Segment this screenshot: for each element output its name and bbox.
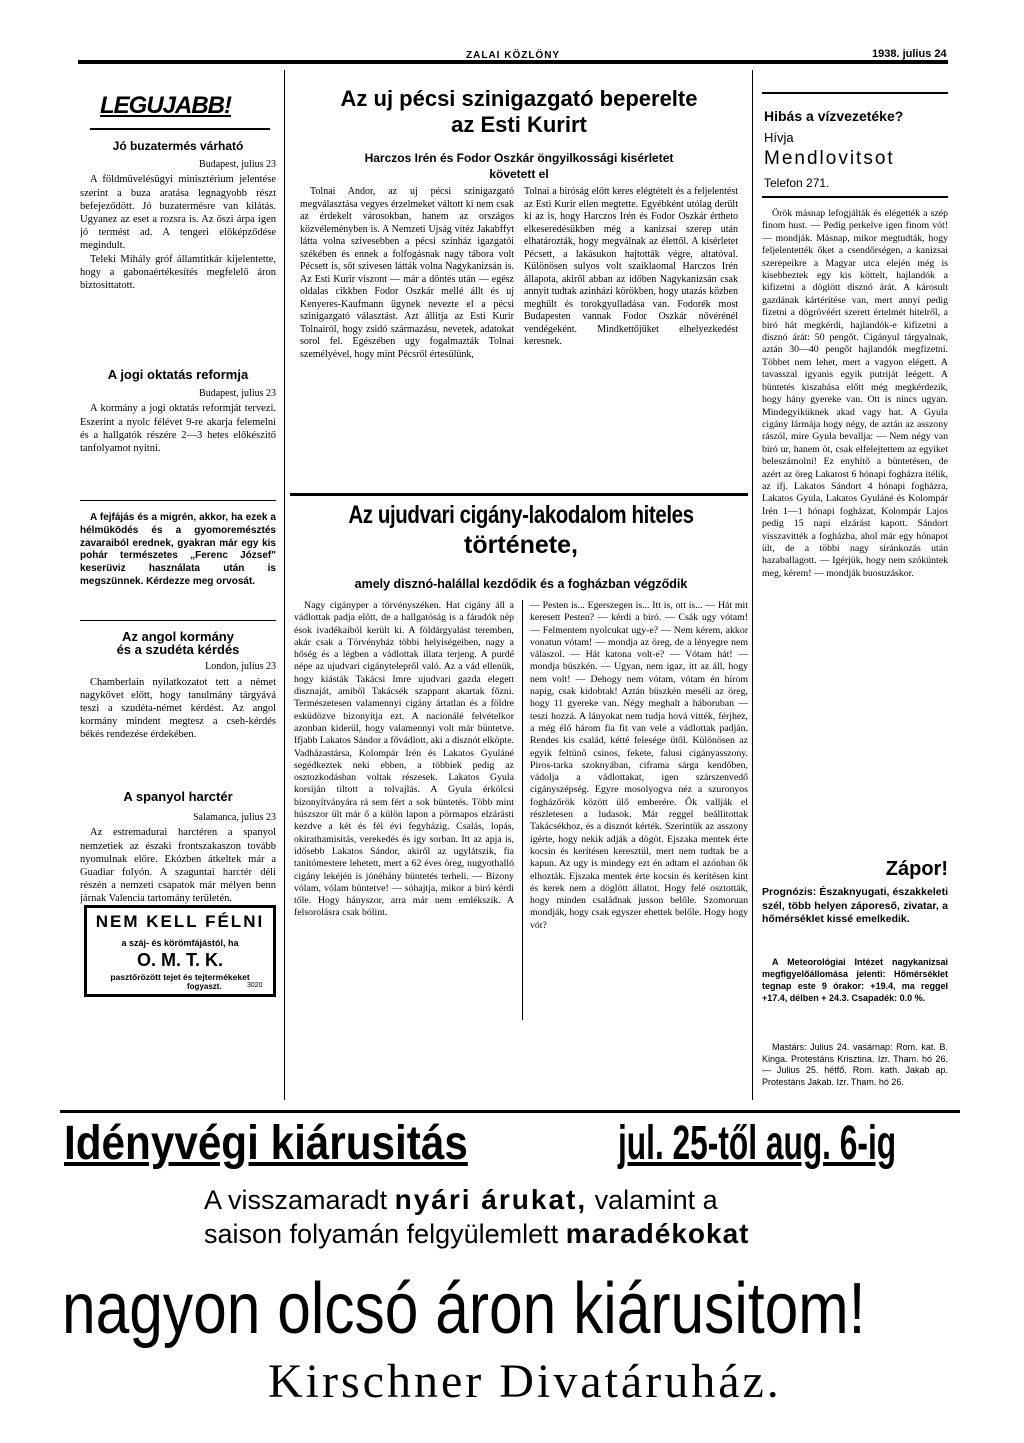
ad-sale-title: Idényvégi kiárusitás	[64, 1117, 468, 1170]
article-title: Jó buzatermés várható	[112, 140, 244, 153]
divider	[290, 493, 748, 496]
article-title: Az angol kormány	[122, 630, 234, 644]
article-law-education	[80, 368, 276, 498]
szinigazgato-col1	[300, 186, 514, 486]
dateline: Salamanca, julius 23	[192, 812, 276, 824]
article-paragraph: A kormány a jogi oktatás reformját tervezi. Eszerint a nyolc félévet 9-re akarja felemelni és a hallgatók részére 2—3 hetes előkészitő tanfolyamot nyitni.	[80, 403, 276, 455]
dateline: Budapest, julius 23	[199, 388, 276, 400]
dateline: Budapest, julius 23	[199, 159, 276, 171]
legujabb-logo: LEGUJABB!	[100, 92, 232, 119]
weather-report	[762, 956, 948, 1032]
ad-text: A fejfájás és a migrén, akkor, ha ezek a hélmüködés és a gyomoremésztés zavaraiból erednek, gyakran már egy kis pohár természetes „Ferenc József" keserüviz használata után is megszünnek. Kérdezze meg orvosát.	[80, 512, 276, 587]
headline-line: az Esti Kurirt	[451, 112, 587, 137]
ad-big-line: nagyon olcsó áron kiárusitom!	[62, 1269, 866, 1349]
dateline: London, julius 23	[205, 661, 276, 673]
article-title: A spanyol harctér	[123, 790, 233, 804]
article-paragraph: A földmüvelésügyi minisztérium jelentése szerint a buza aratása legnagyobb részt befejeződött. Jó buzatermésre van kilátás. Ugyanez az eset a rozsra is. Az őszi árpa igen jó termést ad. A tengeri előképződése megindult.	[80, 174, 276, 252]
ad-line: fogyaszt.	[187, 982, 222, 991]
logo-rule	[90, 128, 270, 130]
ad-line: pasztőrözött tejet és tejtermékeket	[110, 972, 250, 982]
ferenc-jozsef-ad	[80, 512, 276, 622]
cigany-col2	[530, 600, 748, 1020]
headline-line: története,	[464, 531, 578, 559]
subhead-line: Harczos Irén és Fodor Oszkár öngyilkossági kisérletet	[364, 151, 674, 165]
article-wheat	[80, 140, 276, 340]
ad-emphasis: nyári árukat,	[394, 1184, 588, 1215]
omtk-ad-box	[84, 905, 276, 997]
weather-forecast	[762, 886, 948, 946]
subhead-cigany: amely disznó-halállal kezdődik és a fogházban végződik	[354, 577, 688, 591]
ad-text: A visszamaradt	[204, 1185, 388, 1215]
article-paragraph: Az estremadurai harctéren a spanyol nemzetiek az északi frontszakaszon tovább nyomulnak előre. Ekózben átkeltek már a Guadiar folyón. A szaguntai harctér déli részén a nemzeti csapatok már mélyen benn járnak Valencia tartomány területén.	[80, 827, 276, 905]
article-paragraph: — Pesten is... Egerszegen is... Itt is, ott is... — Hát mit keresett Pesten? — kérdi a biró. — Csák ugy vótam! — Felmentem nyolcukat ugy-e? — Nem kérem, akkor vonatun vótam! — mondja az öreg, de a lényegre nem válaszol. — Hát katona volt-e? — Vótam hát! — mondja büszkén. — Ugyan, nem igaz, itt az áll, hogy nem volt! — Dehogy nem vótam, vótam én hírom napig, csak kidobtak! Aztán büszkén meséli az öreg, hogy 11 gyereke van. Négy meghalt a háboruban — teszi hozzá. A lányokat nem tudja hová vitték, férjhez, a még élő három fia fit van vele a vádlottak padján. Rendes kis család, kétté felesége ütől. Különösen az egyik feltünő csinos, fekete, falusi cigányasszony. Piros-tarka szoknyában, ciframa sárga kendőben, vádolja a vádlottakat, igen szárszenvedő cigányszépség. Egyre mosolyogva néz a szuronyos fogházőrök között ülő emberére. Ők vallják el részletesen a ludasok. Már reggel beállitottak Takácsékhoz, és a disznót kérték. Szerintük az asszony ígérte, hogy nekik adják a dögöt. Ejszaka mentek érte kocsin és kerítésen keresztül, mert nem tudtak be a kapun. Az ugy is mindegy ezt én adtam el azónban ők elhozták. Ejszaka mentek érte kocsin és kerítésen kint és kerek nem a döglött állatot. Hogy felé osztották, hogy minden családnak jusson belőle. Szomoruan mondják, hogy csak egyszer ehettek belőle. Hogy hogy vót?	[530, 600, 748, 931]
article-english-government	[80, 630, 276, 760]
article-paragraph: Nagy cigányper a törvényszéken. Hat cigány áll a vádlottak padja előtt, de a hallgatóság is a fáradók nép ésok ivadékaiból került ki. A földárgyalást teremben, akár csak a Törvényház többi helyiségeiben, nagy a hőség és a légben a vádlottak illata terjeng. A purdé népe az ujudvari cigánytelepről való. Az a vád ellenük, hogy kiásták Takácsi Imre ujudvari gazda elegett disznaját, amiből Takácsék szappant akartak főzni. Természetesen valamennyi cigány ártatlan és a földre esküdözve bizonyítja ezt. A nacionálé felvételkor azonban kiderül, hogy valamennyi volt már büntetve. Ifjabb Lakatos Sándor a fővádlott, aki a disznót elköpte. Vadházastársa, Kolompár Irén és Lakatos Gyuláné segédkeztek neki ebben, a többiek pedig az osztozkodásban voltak részesek. Lakatos Gyula korsiján tiltott a tolvajlás. A Gyula érkölcsi bizonyítványára rá sem fért a sok büntetés. Több mint húszszor ült már ő a külön lapon a pörmapos elzárásti kezdve a két és fél évi fegyházig. Csalás, lopás, okirathamisítás, verekedés és így sorban. Itt az apja is, idősebb Lakatos Sándor, akiről az ugylátszik, fia tanítómestere lehetett, mert a 62 éves öreg, nugyothalló cigány lekéjén is jónéhány büntetés terheli. — Bizony vólam, vólam büntetve! — sóhajtja, mikor a biró kérdi tőle. Hogy hányszor, arra már nem emlékszik. A felsorolásra csak bólint.	[294, 600, 514, 919]
cigany-continuation	[762, 208, 948, 748]
article-paragraph: Teleki Mihály gróf államtitkár kijelentette, hogy a gabonaértékesítés megfelelő áron biztosittatott.	[80, 253, 276, 292]
ad-text: valamint a	[594, 1185, 718, 1215]
plumber-ad-line: Hívja	[764, 130, 794, 145]
ad-text: saison folyamán felgyülemlett	[204, 1219, 559, 1249]
weather-title: Zápor!	[885, 858, 948, 880]
mass-info	[762, 1042, 948, 1102]
column-divider	[522, 600, 523, 1020]
article-paragraph: Tolnai a biróság előtt keres elégtételt és a feljelentést az Esti Kurir ellen megtette. Egyébként utólag derült ki az is, hogy Harczos Irén és Fodor Oszkár értheto elkeseredésükben még a kanizsai szerep után elhatározták, hogy megválnak az élettől. A kisérletet Pécsett, a lakásukon hajtották végre, altatóval. Különösen sulyos volt szaiklaomal Harczos Irén állapota, akiről abban az időben Nagykanizsán csak annyit tudtak azinházi körökben, hogy utazás közben meghült és torokgyulladása van. Fodorék most Budapesten vannak Fodor Oszkár nővérénél vendégeként. Mindkettőjüket elhelyezkedést keresnek.	[524, 186, 738, 347]
paper-name: ZALAI KÖZLÖNY	[466, 50, 561, 61]
szinigazgato-col2	[524, 186, 738, 486]
ad-headline: NEM KELL FÉLNI	[95, 912, 265, 931]
report-text: A Meteorológiai Intézet nagykanizsai megfigyelőállomása jelenti: Hőmérséklet tegnap este 9 órakor: +19.4, ma reggel +17.4, délben + 24.3. Csapadék: 0.0 %.	[762, 957, 948, 1003]
plumber-ad-name: Mendlovitsot	[764, 148, 895, 169]
column-divider	[752, 70, 753, 1100]
article-spanish-front	[80, 790, 276, 910]
plumber-ad-phone: Telefon 271.	[764, 176, 830, 190]
headline-line: Az uj pécsi szinigazgató beperelte	[340, 86, 698, 111]
ad-line-3	[204, 1218, 749, 1250]
cigany-col1	[294, 600, 514, 1020]
ad-code: 3020	[247, 982, 263, 989]
headline-line: Az ujudvari cigány-lakodalom hiteles	[348, 501, 694, 529]
ad-brand: O. M. T. K.	[136, 950, 223, 970]
divider	[762, 196, 948, 198]
divider	[80, 620, 276, 621]
article-title: A jogi oktatás reformja	[107, 368, 249, 382]
plumber-ad-headline: Hibás a vízvezetéke?	[764, 108, 904, 124]
ad-line-2	[204, 1184, 718, 1216]
article-title: és a szudéta kérdés	[116, 642, 240, 658]
subhead-szinigazgato	[288, 150, 750, 182]
ad-store-name: Kirschner Divatáruház.	[268, 1355, 782, 1408]
ad-top-rule	[60, 1110, 960, 1113]
headline-szinigazgato	[288, 86, 750, 138]
forecast-text: Prognózis: Északnyugati, északkeleti szél, több helyen záporeső, zivatar, a hőmérséklet kissé emelkedik.	[762, 886, 948, 925]
article-paragraph: Chamberlain nyilatkozatot tett a német nagykövet előtt, hogy tanulmány tárgyává teszi a szudéta-német kérdést. Az angol kormány mindent megtesz a cseh-kérdés békés rendezése érdekében.	[80, 676, 276, 741]
headline-cigany-lakodalom	[292, 500, 750, 560]
divider	[80, 500, 276, 501]
ad-line: a száj- és körömfájástól, ha	[121, 938, 239, 948]
issue-date: 1938. julius 24	[872, 48, 947, 60]
column-divider	[284, 70, 285, 1100]
divider	[762, 92, 948, 94]
article-paragraph: Örök másnap lefogjálták és elégették a szép finom hust. — Pedig perkelve igen finom vót! — mondják. Másnap, mikor megtudták, hogy feljelentették őket a csendőrségen, a kanizsai szerepeikre a Magyar utca elején még is kisebbeztek egy kis köttelt, hajlandók a kifizetni a döglött disznó árát. A károsult gazdának kártérítése van, mert annyi pedig fizetni a dögrövéért szerett értelmét hitelről, a biró hát megkérdi, hajlandók-e kifizetni a disznó árát: 50 pengőt. Cigányul tárgyalnak, aztán 30—40 pengőt hajlandók megfizetni. Többet nem lehet, mert a vagyon elégett. A tavasszal igyanis egyik putriját leégett. A büntetés kiszabása előtt még megkérdezik, hogy hány gyereke van. Ott is nincs ugyan. Mindegyiküknek akad vagy hat. A Gyula cigány lármája hogy négy, de aztán az asszony rászól, mire Gyula bevallja: — Nem négy van biró ur, hanem öt, csak elfelejtettem az egyiket beleszámolni! Ez enyhítő a büntetésen, de azért az öreg Lakatost 6 hónapi fogházra itélik, az ifj. Lakatos Sándort 4 hónapi fogházra, Lakatos Gyula, Lakatos Gyuláné és Kolompár Irén 1—1 hónapi fogházat, Kolompár Lajos pedig 15 napi elzárást kapott. Sándort visszavitték a fogházba, ahol már egy hónapot ült, de a többi nagy siránkozás után hazaballagott. — Igérjük, hogy nem szóküntek meg, kérem! — mondják buosuzáskor.	[762, 208, 948, 579]
article-paragraph: Tolnai Andor, az uj pécsi szinigazgató megválasztása vegyes érzelmeket váltott ki nem csak az érdekelt városokban, hanem az országos közvéleményben is. A Nemzeti Ujság vitéz Jakabffyt látta volna szivesebben a pécsi szinház igazgatói székében és ennek a folfogásnak nagy tábora volt Pécsett is, sőt szivesen látták volna Nagykanizsán is. Az Esti Kurir viszont — már a döntés után — egész oldalas cikkben Fodor Oszkár mellé állt és uj Kenyeres-Kaufmann ügynek nevezte el a pécsi szinigazgató választást. Azt állitja az Esti Kurir Tolnairól, hogy zsidó származásu, nevetek, adatokat sorol fel. Egészében ugy fogalmazták Tolnai személyével, hogy mint Pécsről értesülünk,	[300, 186, 514, 360]
subhead-line: követett el	[489, 167, 549, 181]
ad-emphasis: maradékokat	[565, 1218, 750, 1249]
ad-sale-dates: jul. 25-től aug. 6-ig	[618, 1117, 897, 1170]
mass-text: Mastárs: Julius 24. vasárnap: Rom. kat. B. Kinga. Protestáns Krisztina. Izr. Tham. hó 26. — Julius 25. hétfő. Rom. kath. Jakab ap. Protestáns Jakab. Izr. Tham. hó 26.	[762, 1042, 948, 1087]
